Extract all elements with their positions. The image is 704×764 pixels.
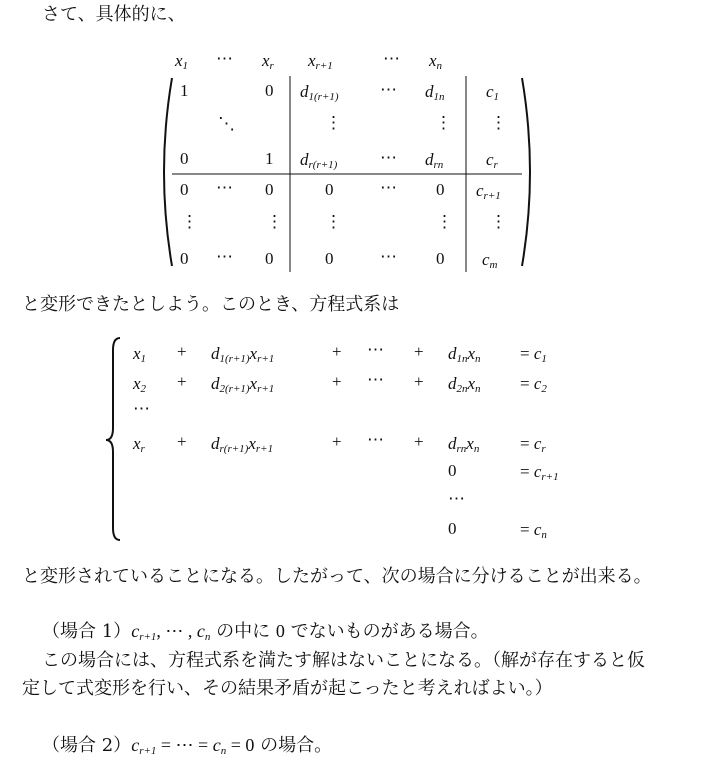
case2-math: $c_{r+1}$ = ⋯ = $c_n = 0$	[131, 735, 255, 757]
s-r4-plus-3: +	[414, 432, 424, 451]
m-r2-vdots-2: ⋮	[435, 113, 452, 132]
m-r3-drn: $d_{rn}$	[425, 150, 444, 171]
m-r5-vdots-3: ⋮	[325, 212, 342, 231]
m-r4-c6: 0	[436, 180, 445, 199]
m-r1-c1: 1	[180, 81, 189, 100]
s-r1-plus-3: +	[414, 342, 424, 361]
s-r2-rhs: = $c_2$	[520, 374, 547, 395]
case2-text: の場合。	[260, 735, 333, 756]
s-r1-dots: ⋯	[367, 340, 384, 359]
case1-zero: 0	[275, 621, 285, 641]
case2-label: （場合 2）	[42, 735, 132, 756]
m-r3-drr1: $d_{r(r+1)}$	[300, 150, 338, 171]
m-r1-c3: 0	[265, 81, 274, 100]
m-r6-cm: $c_m$	[482, 250, 498, 271]
m-r5-vdots-4: ⋮	[436, 212, 453, 231]
m-r3-cr: $c_r$	[486, 150, 498, 171]
left-curly-brace	[106, 338, 120, 540]
header-xn: $x_n$	[429, 51, 443, 72]
s-r7-rhs: = $c_n$	[520, 520, 547, 541]
s-r1-plus-2: +	[332, 342, 342, 361]
s-r4-plus-2: +	[332, 432, 342, 451]
s-r2-x2: $x_2$	[133, 374, 147, 395]
m-r6-c1: 0	[180, 249, 189, 268]
s-r1-rhs: = $c_1$	[520, 344, 547, 365]
m-r2-ddots: ⋱	[218, 114, 235, 133]
s-r5-zero: 0	[448, 461, 457, 480]
s-r5-rhs: = $c_{r+1}$	[520, 462, 559, 483]
header-xr: $x_r$	[262, 51, 274, 72]
case1-explanation-2: 定して式変形を行い、その結果矛盾が起こったと考えればよい。）	[22, 678, 553, 699]
m-r1-d1r1: $d_{1(r+1)}$	[300, 82, 339, 103]
s-r1-dn: $d_{1n}x_n$	[448, 344, 481, 365]
intro-text: さて、具体的に、	[42, 4, 186, 25]
case1-explanation-1: この場合には、方程式系を満たす解はないことになる。（解が存在すると仮	[42, 650, 645, 671]
m-r5-vdots-2: ⋮	[266, 212, 283, 231]
case1-label: （場合 1）	[42, 621, 132, 642]
m-r4-c4: 0	[325, 180, 334, 199]
header-dots-1: ⋯	[216, 49, 233, 68]
m-r3-c1: 0	[180, 149, 189, 168]
s-r7-zero: 0	[448, 519, 457, 538]
m-r6-c3: 0	[265, 249, 274, 268]
m-r4-cr1: $c_{r+1}$	[476, 181, 501, 202]
s-r4-dn: $d_{rn}x_n$	[448, 434, 480, 455]
m-r5-vdots-5: ⋮	[490, 212, 507, 231]
m-r4-dots-1: ⋯	[216, 178, 233, 197]
m-r6-dots-2: ⋯	[380, 247, 397, 266]
m-r6-c4: 0	[325, 249, 334, 268]
m-r2-vdots-3: ⋮	[490, 113, 507, 132]
m-r3-c3: 1	[265, 149, 274, 168]
s-r6-dots: ⋯	[448, 489, 465, 508]
s-r2-plus-2: +	[332, 372, 342, 391]
s-r4-plus-1: +	[177, 432, 187, 451]
s-r1-x1: $x_1$	[133, 344, 147, 365]
case1-text-b: でないものがある場合。	[290, 621, 489, 642]
m-r4-c3: 0	[265, 180, 274, 199]
case1-text-a: の中に	[216, 621, 271, 642]
m-r1-dots: ⋯	[380, 80, 397, 99]
m-r4-dots-2: ⋯	[380, 178, 397, 197]
m-r4-c1: 0	[180, 180, 189, 199]
m-r1-c1const: $c_1$	[486, 82, 500, 103]
s-r2-plus-1: +	[177, 372, 187, 391]
m-r6-c6: 0	[436, 249, 445, 268]
case1-math: $c_{r+1}$, ⋯ , $c_n$	[131, 621, 211, 643]
header-dots-2: ⋯	[383, 49, 400, 68]
s-r3-dots: ⋯	[133, 399, 150, 418]
after-system-text: と変形されていることになる。したがって、次の場合に分けることが出来る。	[22, 566, 652, 587]
case2-line	[42, 734, 332, 757]
after-matrix-text: と変形できたとしよう。このとき、方程式系は	[22, 294, 400, 315]
s-r2-dots: ⋯	[367, 370, 384, 389]
s-r4-term: $d_{r(r+1)}x_{r+1}$	[211, 434, 274, 455]
header-x1: $x_1$	[175, 51, 189, 72]
m-r1-d1n: $d_{1n}$	[425, 82, 445, 103]
s-r4-dots: ⋯	[367, 430, 384, 449]
m-r5-vdots-1: ⋮	[181, 212, 198, 231]
s-r2-plus-3: +	[414, 372, 424, 391]
m-r3-dots: ⋯	[380, 148, 397, 167]
m-r6-dots-1: ⋯	[216, 247, 233, 266]
header-xr1: $x_{r+1}$	[308, 51, 333, 72]
m-r2-vdots-1: ⋮	[325, 113, 342, 132]
s-r2-term: $d_{2(r+1)}x_{r+1}$	[211, 374, 275, 395]
s-r4-xr: $x_r$	[133, 434, 145, 455]
s-r1-term: $d_{1(r+1)}x_{r+1}$	[211, 344, 275, 365]
s-r2-dn: $d_{2n}x_n$	[448, 374, 481, 395]
s-r1-plus-1: +	[177, 342, 187, 361]
s-r4-rhs: = $c_r$	[520, 434, 546, 455]
case1-line	[42, 620, 489, 643]
